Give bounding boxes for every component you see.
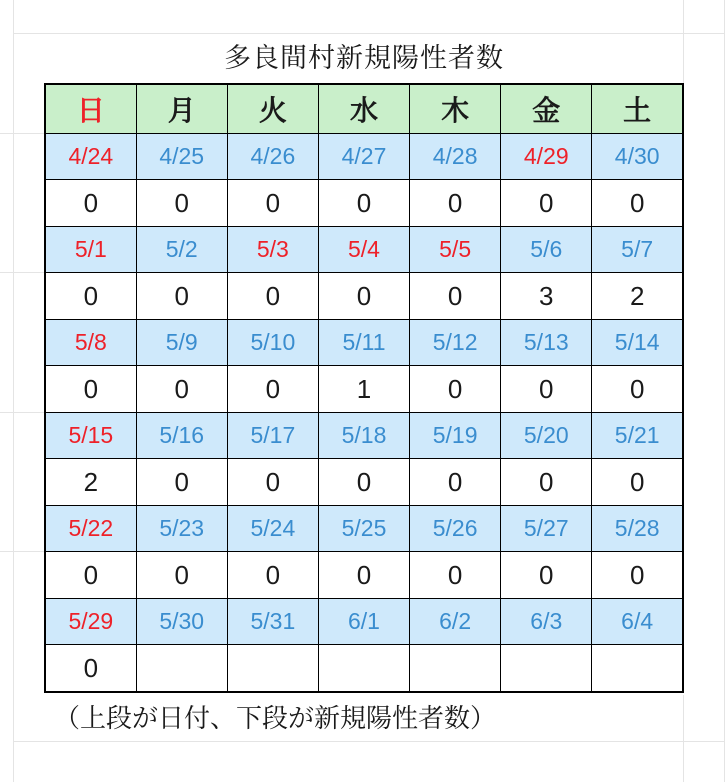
count-cell: 0 — [227, 366, 318, 413]
count-cell: 0 — [136, 273, 227, 320]
gridline-vertical-far-right — [724, 0, 725, 782]
date-cell: 5/10 — [227, 320, 318, 366]
count-row — [45, 552, 683, 599]
date-cell: 6/2 — [410, 599, 501, 645]
date-cell: 4/24 — [45, 134, 136, 180]
count-cell: 0 — [136, 180, 227, 227]
count-cell — [592, 645, 683, 693]
gridline-margin-segment — [0, 551, 44, 552]
page-title: 多良間村新規陽性者数 — [224, 43, 504, 73]
weekday-header-row — [45, 84, 683, 134]
count-cell: 1 — [318, 366, 409, 413]
count-cell: 0 — [592, 180, 683, 227]
count-cell: 0 — [318, 552, 409, 599]
date-cell: 5/11 — [318, 320, 409, 366]
count-row — [45, 366, 683, 413]
date-cell: 4/26 — [227, 134, 318, 180]
count-cell: 0 — [45, 273, 136, 320]
date-cell: 5/17 — [227, 413, 318, 459]
date-cell: 4/29 — [501, 134, 592, 180]
count-cell: 0 — [318, 459, 409, 506]
date-cell: 5/21 — [592, 413, 683, 459]
count-cell — [318, 645, 409, 693]
date-cell: 5/7 — [592, 227, 683, 273]
gridline-vertical-left-margin — [13, 0, 14, 782]
count-cell: 0 — [45, 552, 136, 599]
date-cell: 5/3 — [227, 227, 318, 273]
date-cell: 5/27 — [501, 506, 592, 552]
date-cell: 5/1 — [45, 227, 136, 273]
date-cell: 6/3 — [501, 599, 592, 645]
count-row — [45, 180, 683, 227]
date-row — [45, 227, 683, 273]
date-cell: 5/4 — [318, 227, 409, 273]
positive-cases-calendar-table — [44, 83, 684, 693]
count-cell: 0 — [318, 273, 409, 320]
legend-note: （上段が日付、下段が新規陽性者数） — [54, 703, 497, 733]
count-cell: 0 — [318, 180, 409, 227]
count-cell: 0 — [410, 273, 501, 320]
gridline-margin-segment — [0, 272, 44, 273]
date-cell: 5/22 — [45, 506, 136, 552]
count-cell: 0 — [45, 366, 136, 413]
date-cell: 5/8 — [45, 320, 136, 366]
count-cell: 3 — [501, 273, 592, 320]
count-cell: 0 — [45, 645, 136, 693]
count-cell: 0 — [410, 180, 501, 227]
count-cell: 0 — [501, 180, 592, 227]
weekday-header-cell: 金 — [501, 84, 592, 134]
count-cell — [227, 645, 318, 693]
count-cell: 2 — [592, 273, 683, 320]
count-row — [45, 273, 683, 320]
date-cell: 5/12 — [410, 320, 501, 366]
date-cell: 5/2 — [136, 227, 227, 273]
date-row — [45, 506, 683, 552]
date-row — [45, 134, 683, 180]
weekday-header-cell: 水 — [318, 84, 409, 134]
date-cell: 5/5 — [410, 227, 501, 273]
date-cell: 5/6 — [501, 227, 592, 273]
date-cell: 4/27 — [318, 134, 409, 180]
date-cell: 5/13 — [501, 320, 592, 366]
count-cell — [501, 645, 592, 693]
date-cell: 4/28 — [410, 134, 501, 180]
date-cell: 6/4 — [592, 599, 683, 645]
date-row — [45, 599, 683, 645]
count-cell: 0 — [410, 459, 501, 506]
count-cell: 0 — [410, 366, 501, 413]
count-cell: 0 — [592, 366, 683, 413]
count-cell: 0 — [501, 552, 592, 599]
count-row — [45, 645, 683, 693]
count-cell — [136, 645, 227, 693]
count-cell: 0 — [227, 552, 318, 599]
count-cell: 0 — [227, 180, 318, 227]
date-cell: 5/26 — [410, 506, 501, 552]
count-cell: 0 — [227, 459, 318, 506]
weekday-header-cell: 火 — [227, 84, 318, 134]
count-cell: 0 — [136, 552, 227, 599]
date-cell: 5/19 — [410, 413, 501, 459]
count-cell: 0 — [136, 366, 227, 413]
gridline-horizontal-bottom — [13, 741, 724, 742]
date-cell: 5/15 — [45, 413, 136, 459]
count-cell: 2 — [45, 459, 136, 506]
date-row — [45, 320, 683, 366]
date-cell: 5/28 — [592, 506, 683, 552]
count-cell: 0 — [501, 366, 592, 413]
count-row — [45, 459, 683, 506]
date-cell: 5/29 — [45, 599, 136, 645]
date-cell: 5/25 — [318, 506, 409, 552]
date-cell: 5/14 — [592, 320, 683, 366]
date-cell: 5/24 — [227, 506, 318, 552]
gridline-margin-segment — [0, 412, 44, 413]
weekday-header-cell: 木 — [410, 84, 501, 134]
count-cell: 0 — [136, 459, 227, 506]
date-cell: 5/31 — [227, 599, 318, 645]
date-cell: 4/30 — [592, 134, 683, 180]
weekday-header-cell: 月 — [136, 84, 227, 134]
weekday-header-cell: 日 — [45, 84, 136, 134]
count-cell: 0 — [227, 273, 318, 320]
date-cell: 5/23 — [136, 506, 227, 552]
date-cell: 4/25 — [136, 134, 227, 180]
count-cell: 0 — [592, 552, 683, 599]
count-cell: 0 — [592, 459, 683, 506]
date-cell: 5/16 — [136, 413, 227, 459]
date-cell: 6/1 — [318, 599, 409, 645]
gridline-margin-segment — [0, 133, 44, 134]
count-cell: 0 — [45, 180, 136, 227]
count-cell: 0 — [501, 459, 592, 506]
count-cell: 0 — [410, 552, 501, 599]
date-cell: 5/18 — [318, 413, 409, 459]
date-row — [45, 413, 683, 459]
date-cell: 5/30 — [136, 599, 227, 645]
weekday-header-cell: 土 — [592, 84, 683, 134]
date-cell: 5/20 — [501, 413, 592, 459]
date-cell: 5/9 — [136, 320, 227, 366]
count-cell — [410, 645, 501, 693]
